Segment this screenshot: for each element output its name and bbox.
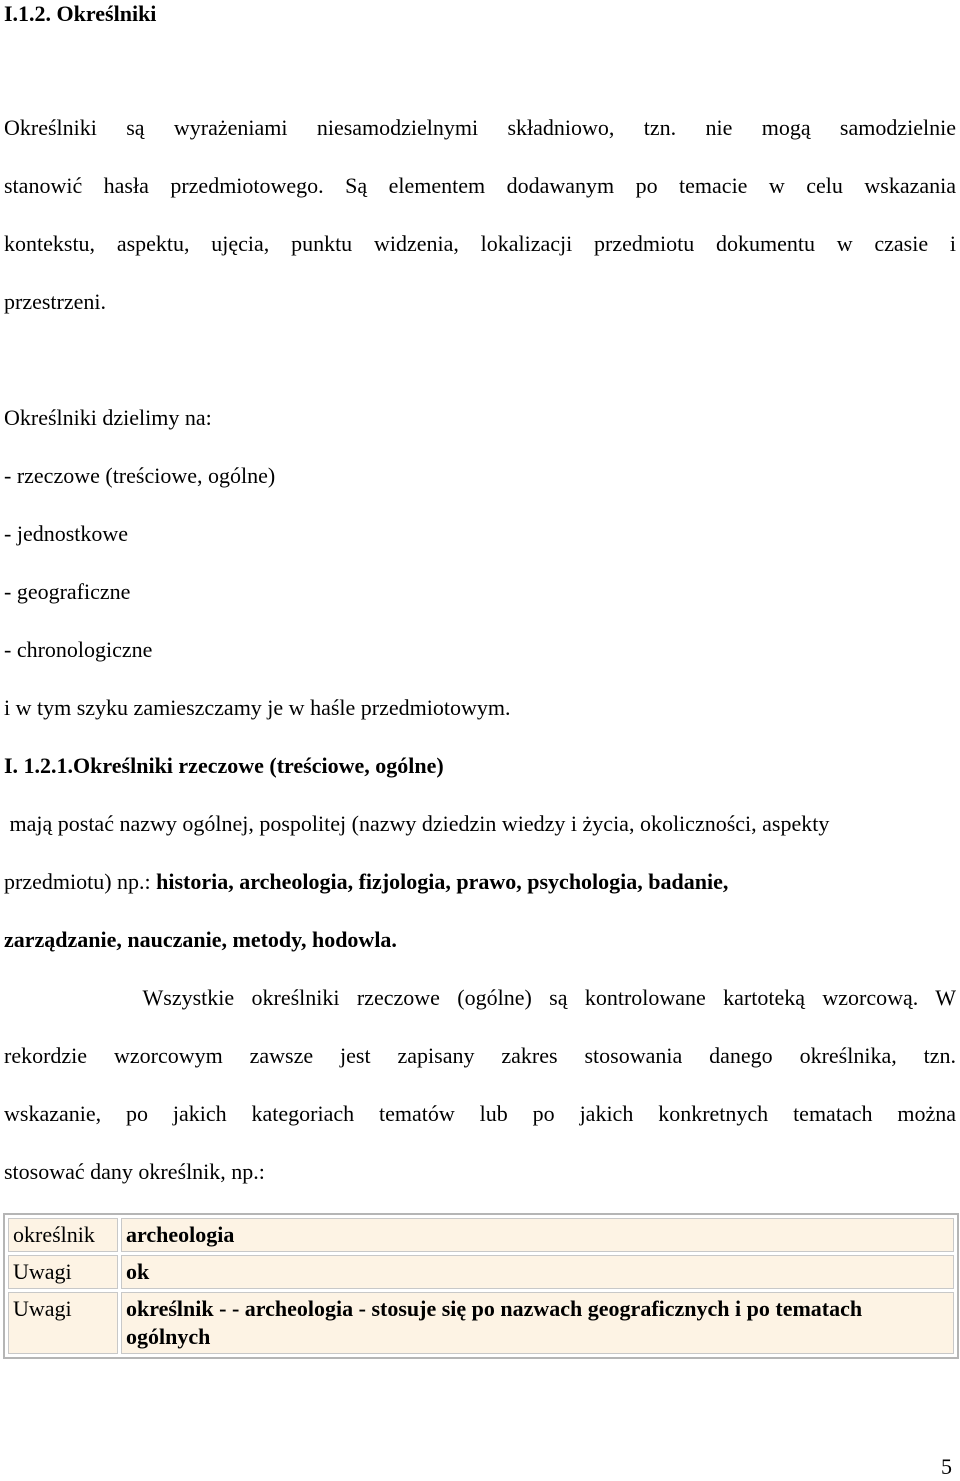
table-cell-value: ok — [121, 1255, 954, 1289]
table-row — [8, 1255, 954, 1289]
division-outro: i w tym szyku zamieszczamy je w haśle przedmiotowym. — [4, 695, 511, 720]
division-intro: Określniki dzielimy na: — [4, 405, 212, 430]
table-cell-value: określnik - - archeologia - stosuje się po nazwach geograficznych i po tematach ogólnych — [121, 1292, 954, 1354]
paragraph-3-line-2: rekordzie wzorcowym zawsze jest zapisany zakres stosowania danego określnika, tzn. — [4, 1043, 956, 1068]
subsection-line-2-prefix: przedmiotu) np.: — [4, 869, 157, 894]
paragraph-3-line-3: wskazanie, po jakich kategoriach tematów lub po jakich konkretnych tematach można — [4, 1101, 956, 1126]
paragraph-1-line-1: Określniki są wyrażeniami niesamodzielnymi składniowo, tzn. nie mogą samodzielnie — [4, 115, 956, 140]
subsection-line-1: mają postać nazwy ogólnej, pospolitej (nazwy dziedzin wiedzy i życia, okoliczności, aspekty — [4, 811, 830, 836]
table-row — [8, 1292, 954, 1354]
table-cell-label: Uwagi — [8, 1255, 118, 1289]
subsection-heading: I. 1.2.1.Określniki rzeczowe (treściowe, ogólne) — [4, 753, 444, 778]
division-item: - geograficzne — [4, 579, 131, 604]
table-row — [8, 1218, 954, 1252]
table-cell-label: Uwagi — [8, 1292, 118, 1354]
subsection-examples-cont: zarządzanie, nauczanie, metody, hodowla. — [4, 927, 397, 952]
paragraph-1-line-3: kontekstu, aspektu, ujęcia, punktu widzenia, lokalizacji przedmiotu dokumentu w czasie i — [4, 231, 956, 256]
subsection-line-2 — [4, 868, 956, 896]
table-cell-value: archeologia — [121, 1218, 954, 1252]
example-table — [3, 1213, 959, 1359]
section-heading: I.1.2. Określniki — [4, 1, 157, 26]
paragraph-1-line-4: przestrzeni. — [4, 289, 106, 314]
paragraph-3-line-1: Wszystkie określniki rzeczowe (ogólne) są kontrolowane kartoteką wzorcową. W — [4, 985, 956, 1010]
division-item: - jednostkowe — [4, 521, 129, 546]
page-number: 5 — [941, 1454, 952, 1479]
division-item: - chronologiczne — [4, 637, 153, 662]
subsection-examples: historia, archeologia, fizjologia, prawo, psychologia, badanie, — [156, 869, 729, 894]
paragraph-1-line-2: stanowić hasła przedmiotowego. Są elementem dodawanym po temacie w celu wskazania — [4, 173, 956, 198]
table-cell-label: określnik — [8, 1218, 118, 1252]
paragraph-3-line-4: stosować dany określnik, np.: — [4, 1159, 265, 1184]
division-item: - rzeczowe (treściowe, ogólne) — [4, 463, 276, 488]
